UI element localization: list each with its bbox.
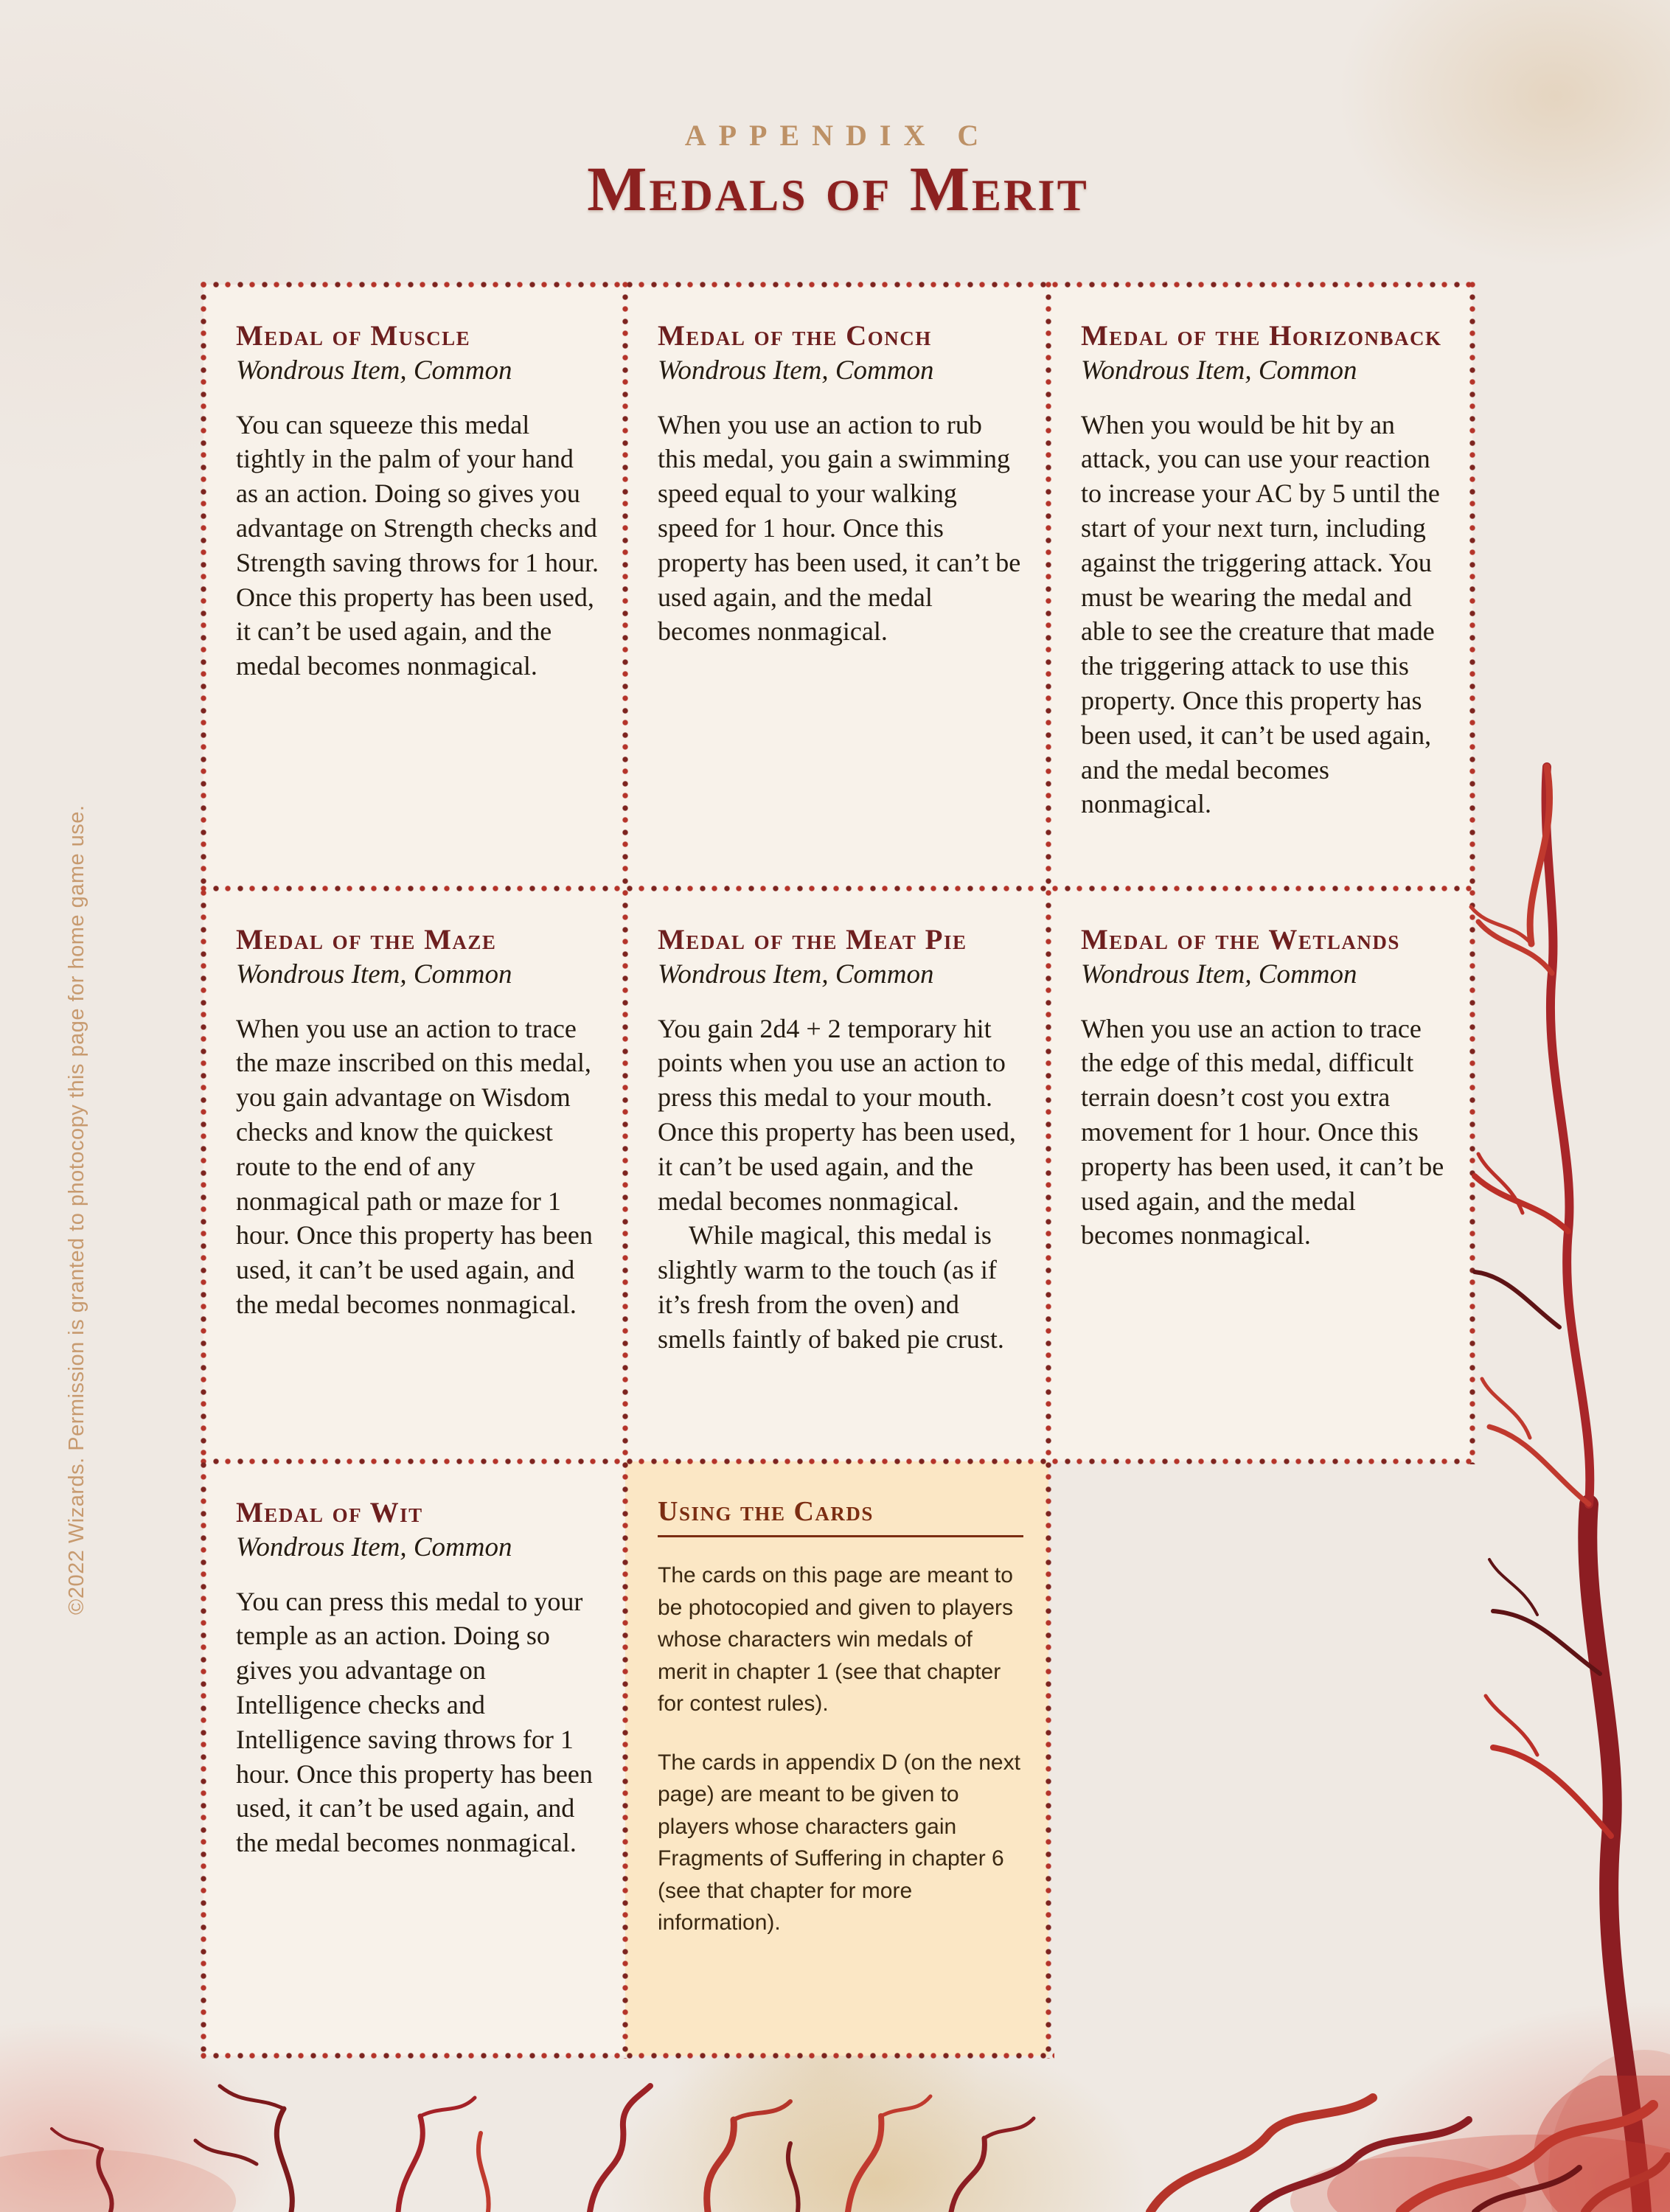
card-title: Medal of Wit [236,1497,423,1528]
card-subtitle: Wondrous Item, Common [658,355,934,386]
card-subtitle: Wondrous Item, Common [1081,355,1357,386]
card-subtitle: Wondrous Item, Common [1081,959,1357,990]
using-the-cards-rule [658,1535,1023,1537]
card-body [1081,408,1446,822]
card-paragraph: When you use an action to rub this medal, you gain a swimming speed equal to your walking speed for 1 hour. Once this property has been used, it can’t be used again, and the medal becomes nonmagical. [658,409,1021,647]
card-paragraph: When you use an action to trace the edge of this medal, difficult terrain doesn’t cost you extra movement for 1 hour. Once this property has been used, it can’t be used again, and the medal becomes nonmagical. [1081,1013,1444,1251]
card-title: Medal of the Conch [658,320,932,352]
card-paragraph: You can squeeze this medal tightly in the palm of your hand as an action. Doing so gives you advantage on Strength checks and Strength saving throws for 1 hour. Once this property has been used, it can’t be used again, and the medal becomes nonmagical. [236,409,599,681]
copyright-vertical-text: ©2022 Wizards. Permission is granted to photocopy this page for home game use. [65,804,88,1615]
card-paragraph: You gain 2d4 + 2 temporary hit points when you use an action to press this medal to your mouth. Once this property has been used, it can’t be used again, and the medal becomes nonmagical. [658,1013,1016,1216]
branch-art-right [1449,752,1670,2212]
using-paragraph: The cards in appendix D (on the next page) are meant to be given to players whose characters gain Fragments of Suffering in chapter 6 (see that chapter for more information). [658,1750,1020,1935]
branch-art-bottom [0,2076,1670,2212]
using-paragraph: The cards on this page are meant to be photocopied and given to players whose characters win medals of merit in chapter 1 (see that chapter for contest rules). [658,1563,1014,1716]
dotted-border-left [201,282,206,2059]
appendix-label: APPENDIX C [684,119,992,152]
card-body [1081,1012,1446,1253]
card-medal-of-the-maze [203,888,625,1461]
card-body [236,1012,599,1322]
card-subtitle: Wondrous Item, Common [236,959,512,990]
card-medal-of-muscle [203,285,625,888]
card-medal-of-the-conch [625,285,1048,888]
card-paragraph: When you would be hit by an attack, you can use your reaction to increase your AC by 5 until the start of your next turn, including against the triggering attack. You must be wearing the medal and able to see the creature that made the triggering attack to use this property. Once this property has been used, it can’t be used again, and the medal becomes nonmagical. [1081,409,1440,819]
using-the-cards-box [625,1461,1048,2056]
card-medal-of-the-meat-pie [625,888,1048,1461]
card-body [236,1585,599,1860]
card-body [658,1012,1022,1357]
card-medal-of-the-wetlands [1048,888,1472,1461]
card-paragraph: While magical, this medal is slightly warm to the touch (as if it’s fresh from the oven) and smells faintly of baked pie crust. [658,1220,1004,1354]
card-title: Medal of the Maze [236,924,497,956]
dotted-border-top [201,282,1475,288]
card-subtitle: Wondrous Item, Common [236,1532,512,1563]
using-the-cards-body [658,1559,1023,1939]
card-subtitle: Wondrous Item, Common [236,355,512,386]
card-medal-of-wit [203,1461,625,2056]
card-title: Medal of the Horizonback [1081,320,1442,352]
dotted-border-row-divider-1 [201,886,1475,891]
page-title: Medals of Merit [587,153,1089,224]
card-subtitle: Wondrous Item, Common [658,959,934,990]
card-title: Medal of the Wetlands [1081,924,1400,956]
card-body [236,408,599,684]
card-body [658,408,1022,650]
card-title: Medal of the Meat Pie [658,924,967,956]
dotted-border-right [1469,282,1475,1464]
card-title: Medal of Muscle [236,320,471,352]
card-paragraph: You can press this medal to your temple as an action. Doing so gives you advantage on Intelligence checks and Intelligence saving throws for 1 hour. Once this property has been used, it can’t be used again, and the medal becomes nonmagical. [236,1586,593,1858]
using-the-cards-title: Using the Cards [658,1496,874,1527]
dotted-border-row-divider-2 [201,1458,1475,1464]
dotted-border-col-divider-1 [622,282,628,2059]
card-paragraph: When you use an action to trace the maze inscribed on this medal, you gain advantage on Wisdom checks and know the quickest route to the end of any nonmagical path or maze for 1 hour. Once this property has been used, it can’t be used again, and the medal becomes nonmagical. [236,1013,593,1319]
card-medal-of-the-horizonback [1048,285,1472,888]
dotted-border-col-divider-2 [1046,282,1051,2059]
